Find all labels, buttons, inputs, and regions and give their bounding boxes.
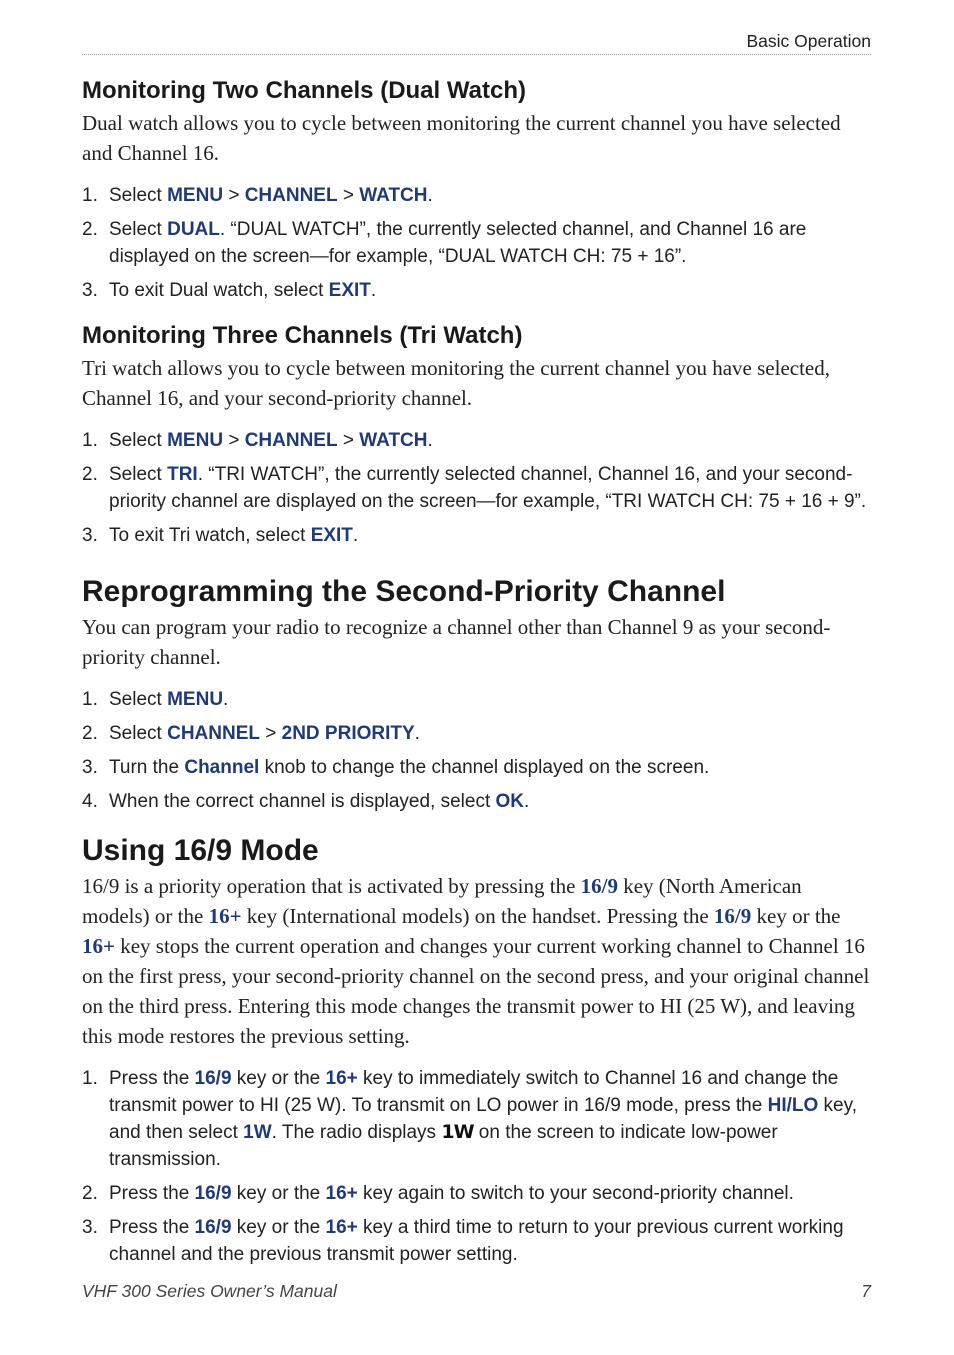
menu-keyword: MENU — [167, 185, 224, 206]
watch-keyword: WATCH — [359, 430, 428, 451]
dual-keyword: DUAL — [167, 219, 220, 240]
mode-169-steps — [82, 1065, 872, 1268]
1w-keyword: 1W — [243, 1122, 272, 1143]
second-priority-heading: Reprogramming the Second-Priority Channel — [82, 575, 726, 608]
16-9-keyword: 16/9 — [194, 1068, 232, 1089]
16-9-keyword: 16/9 — [194, 1183, 232, 1204]
list-item: 2. Select CHANNEL > 2ND PRIORITY. — [82, 723, 420, 744]
watch-keyword: WATCH — [359, 185, 428, 206]
16-plus-keyword: 16+ — [325, 1183, 358, 1204]
tri-watch-section — [82, 319, 872, 549]
2nd-priority-keyword: 2ND PRIORITY — [281, 723, 415, 744]
second-priority-intro: You can program your radio to recognize a channel other than Channel 9 as your second-priority channel. — [82, 615, 831, 669]
list-item: 3. To exit Dual watch, select EXIT. — [82, 280, 377, 301]
tri-keyword: TRI — [167, 464, 198, 485]
list-item: 2. Press the 16/9 key or the 16+ key again to switch to your second-priority channel. — [82, 1183, 794, 1204]
list-item: 1. Select MENU > CHANNEL > WATCH. — [82, 430, 433, 451]
list-item: 1. Select MENU. — [82, 689, 229, 710]
dual-watch-intro: Dual watch allows you to cycle between monitoring the current channel you have selected and Channel 16. — [82, 111, 841, 165]
header-divider — [82, 54, 871, 55]
ok-keyword: OK — [495, 791, 525, 812]
list-item: 2. Select DUAL. “DUAL WATCH”, the currently selected channel, and Channel 16 are displayed on the screen—for example, “DUAL WATCH CH: 75 + 16”. — [82, 219, 807, 267]
16-plus-keyword: 16+ — [208, 904, 242, 928]
mode-169-intro: 16/9 is a priority operation that is activated by pressing the 16/9 key (North American models) or the 16+ key (International models) on the handset. Pressing the 16/9 key or the 16+ key stops the current operation and changes your current working channel to Channel 16 on the first press, your second-priority channel on the second press, and your original channel on the third press. Entering this mode changes the transmit power to HI (25 W), and leaving this mode restores the previous setting. — [82, 874, 870, 1048]
dual-watch-steps — [82, 182, 872, 304]
list-item: 3. To exit Tri watch, select EXIT. — [82, 525, 359, 546]
exit-keyword: EXIT — [310, 525, 353, 546]
16-plus-keyword: 16+ — [325, 1068, 358, 1089]
16-plus-keyword: 16+ — [82, 934, 115, 958]
channel-keyword: CHANNEL — [244, 185, 338, 206]
tri-watch-intro: Tri watch allows you to cycle between monitoring the current channel you have selected, Channel 16, and your second-priority channel. — [82, 356, 830, 410]
channel-knob-keyword: Channel — [184, 757, 260, 778]
list-item: 4. When the correct channel is displayed, select OK. — [82, 791, 530, 812]
16-9-keyword: 16/9 — [713, 904, 752, 928]
mode-169-heading: Using 16/9 Mode — [82, 834, 319, 867]
running-head: Basic Operation — [746, 31, 871, 51]
list-item: 1. Select MENU > CHANNEL > WATCH. — [82, 185, 433, 206]
menu-keyword: MENU — [167, 689, 224, 710]
list-item: 1. Press the 16/9 key or the 16+ key to immediately switch to Channel 16 and change the transmit power to HI (25 W). To transmit on LO power in 16/9 mode, press the HI/LO key, and then select 1W. The radio displays 1W on the screen to indicate low-power transmission. — [82, 1068, 857, 1170]
1w-lcd-icon: 1W — [441, 1121, 474, 1143]
16-9-keyword: 16/9 — [194, 1217, 232, 1238]
dual-watch-section — [82, 74, 872, 304]
footer-manual-title: VHF 300 Series Owner’s Manual — [82, 1281, 337, 1301]
page-content — [82, 74, 872, 1275]
menu-keyword: MENU — [167, 430, 224, 451]
second-priority-section — [82, 572, 872, 815]
list-item: 3. Press the 16/9 key or the 16+ key a third time to return to your previous current working channel and the previous transmit power setting. — [82, 1217, 844, 1265]
second-priority-steps — [82, 686, 872, 815]
16-plus-keyword: 16+ — [325, 1217, 358, 1238]
channel-keyword: CHANNEL — [244, 430, 338, 451]
channel-keyword: CHANNEL — [167, 723, 260, 744]
dual-watch-heading: Monitoring Two Channels (Dual Watch) — [82, 77, 526, 104]
tri-watch-heading: Monitoring Three Channels (Tri Watch) — [82, 322, 523, 349]
tri-watch-steps — [82, 427, 872, 549]
exit-keyword: EXIT — [328, 280, 371, 301]
list-item: 2. Select TRI. “TRI WATCH”, the currently selected channel, Channel 16, and your second-priority channel are displayed on the screen—for example, “TRI WATCH CH: 75 + 16 + 9”. — [82, 464, 867, 512]
list-item: 3. Turn the Channel knob to change the channel displayed on the screen. — [82, 757, 710, 778]
16-9-keyword: 16/9 — [580, 874, 618, 898]
mode-169-section — [82, 831, 872, 1268]
footer-page-number: 7 — [861, 1281, 871, 1301]
hi-lo-keyword: HI/LO — [767, 1095, 819, 1116]
